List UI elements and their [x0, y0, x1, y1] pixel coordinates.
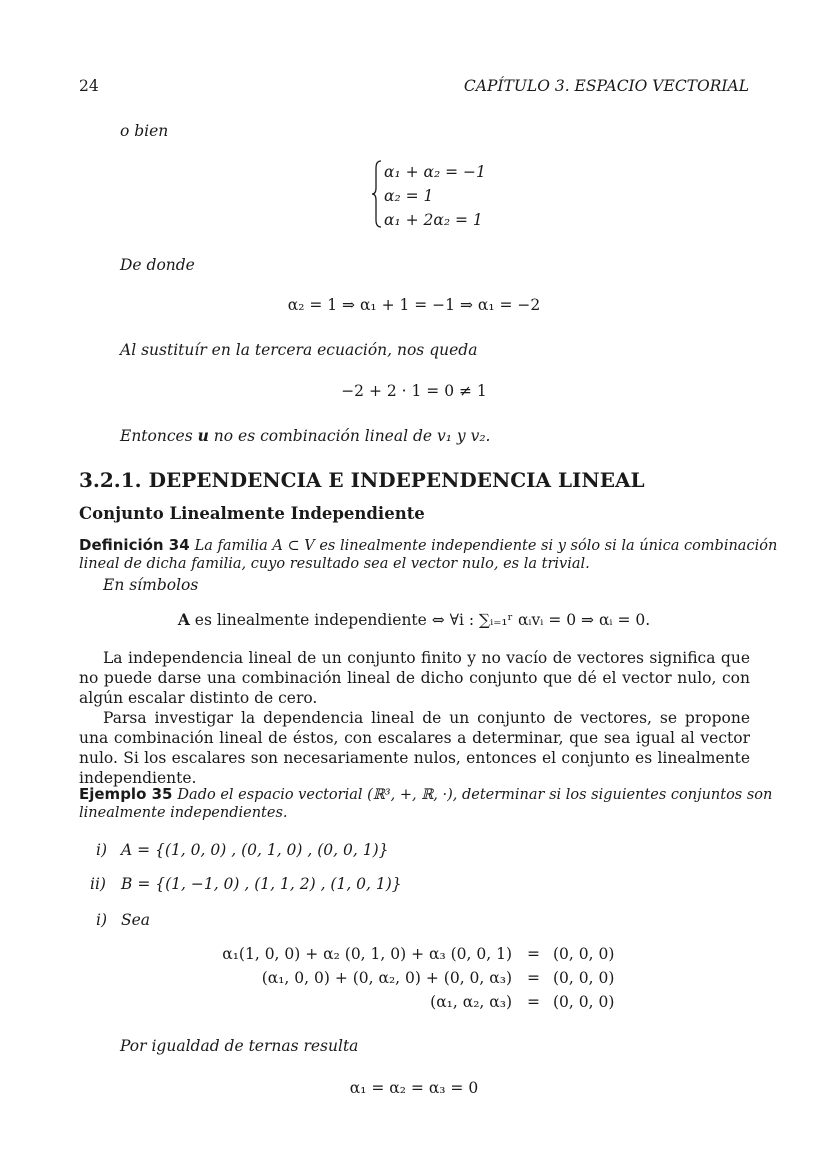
item-i-set: A = {(1, 0, 0) , (0, 1, 0) , (0, 0, 1)} — [121, 841, 389, 859]
align-lhs-3: (α₁, α₂, α₃) — [430, 993, 512, 1011]
section-heading: 3.2.1. DEPENDENCIA E INDEPENDENCIA LINEAL — [79, 468, 645, 492]
paragraph-1: La independencia lineal de un conjunto finito y no vacío de vectores significa que no puede darse una combinación lineal de dicho conjunto que dé el vector nulo, con algún escalar distinto de cero. — [79, 649, 750, 708]
formula-rest: es linealmente independiente ⇔ ∀i : ∑ᵢ₌₁ʳ αᵢvᵢ = 0 ⇒ αᵢ = 0. — [189, 611, 651, 629]
text-igualdad: Por igualdad de ternas resulta — [120, 1037, 359, 1055]
align-eq-2: = — [527, 969, 540, 987]
final-equation: α₁ = α₂ = α₃ = 0 — [349, 1079, 479, 1097]
subsection-heading: Conjunto Linealmente Independiente — [79, 504, 425, 523]
text-de-donde: De donde — [120, 256, 195, 274]
align-eq-3: = — [527, 993, 540, 1011]
definition-text-2: lineal de dicha familia, cuyo resultado sea el vector nulo, es la trivial. — [79, 556, 590, 572]
definition-line-1 — [79, 535, 777, 556]
item-ii-set: B = {(1, −1, 0) , (1, 1, 2) , (1, 0, 1)} — [121, 875, 402, 893]
item-i-label: i) — [96, 841, 108, 859]
sea-label: i) — [96, 911, 108, 929]
align-lhs-2: (α₁, 0, 0) + (0, α₂, 0) + (0, 0, α₃) — [261, 969, 512, 987]
equation-alpha2: α₂ = 1 ⇒ α₁ + 1 = −1 ⇒ α₁ = −2 — [287, 296, 541, 314]
text-o-bien: o bien — [120, 122, 169, 140]
paragraph-2: Parsa investigar la dependencia lineal de un conjunto de vectores, se propone una combinación lineal de éstos, con escalares a determinar, que sea igual al vector nulo. Si los escalares son necesariamente nulos, entonces el conjunto es linealmente independiente. — [79, 709, 750, 788]
text-sustituir: Al sustituír en la tercera ecuación, nos queda — [120, 341, 478, 359]
text-en-simbolos: En símbolos — [103, 576, 199, 594]
page-number: 24 — [79, 77, 99, 95]
align-eq-1: = — [527, 945, 540, 963]
align-rhs-2: (0, 0, 0) — [553, 969, 615, 987]
system-eq-1: α₁ + α₂ = −1 — [384, 163, 486, 181]
item-ii-label: ii) — [90, 875, 106, 893]
definition-text-1: La familia A ⊂ V es linealmente independiente si y sólo si la única combinación — [194, 538, 778, 554]
conclusion-post: no es combinación lineal de v₁ y v₂. — [208, 427, 491, 445]
align-rhs-1: (0, 0, 0) — [553, 945, 615, 963]
align-lhs-1: α₁(1, 0, 0) + α₂ (0, 1, 0) + α₃ (0, 0, 1) — [222, 945, 512, 963]
text-conclusion — [120, 426, 490, 446]
left-brace — [372, 160, 382, 228]
example-label: Ejemplo 35 — [79, 785, 173, 803]
running-title: CAPÍTULO 3. ESPACIO VECTORIAL — [463, 77, 749, 95]
system-eq-2: α₂ = 1 — [384, 187, 434, 205]
formula-set-A: A — [177, 610, 190, 629]
align-rhs-3: (0, 0, 0) — [553, 993, 615, 1011]
text-sea: Sea — [121, 911, 151, 929]
example-text-1: Dado el espacio vectorial (ℝ³, +, ℝ, ·), determinar si los siguientes conjuntos son — [177, 787, 773, 803]
conclusion-pre: Entonces — [120, 427, 198, 445]
example-text-2: linealmente independientes. — [79, 805, 288, 821]
definition-formula — [0, 610, 828, 630]
definition-label: Definición 34 — [79, 536, 190, 554]
example-line-1 — [79, 784, 772, 805]
system-eq-3: α₁ + 2α₂ = 1 — [384, 211, 483, 229]
equation-check: −2 + 2 · 1 = 0 ≠ 1 — [341, 382, 487, 400]
vector-u: u — [197, 426, 209, 445]
